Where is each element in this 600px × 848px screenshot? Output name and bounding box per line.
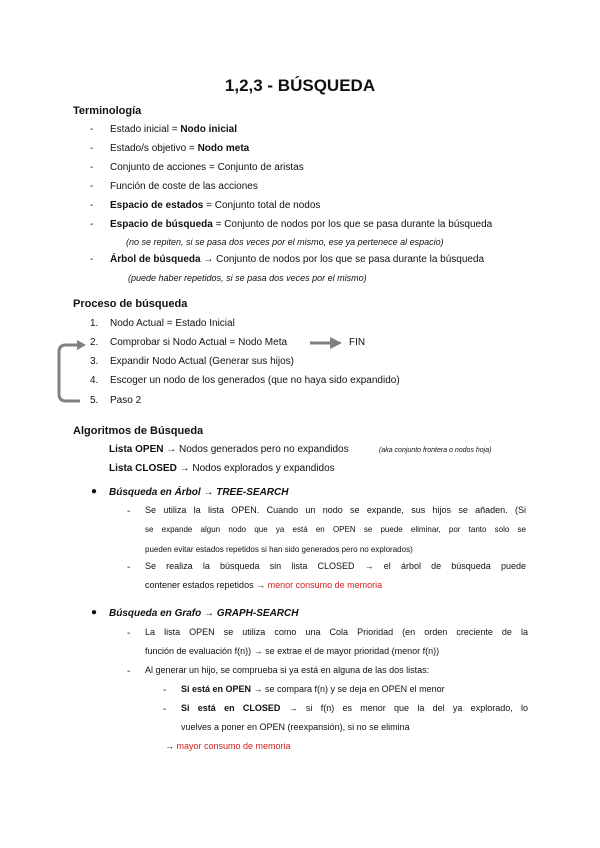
tree-bullet-2-line-1: Se realiza la búsqueda sin lista CLOSED → el árbol de búsqueda puede (145, 561, 526, 571)
graph-sub-2-line-1: Si está en CLOSED → si f(n) es menor que la del ya explorado, lo (181, 703, 528, 713)
bullet-icon: ● (91, 486, 98, 497)
list-dash: - (90, 124, 94, 135)
step-text: Comprobar si Nodo Actual = Nodo Meta (110, 337, 288, 348)
list-item: Espacio de búsqueda = Conjunto de nodos por los que se pasa durante la búsqueda (110, 219, 493, 230)
section-heading-algoritmos: Algoritmos de Búsqueda (73, 425, 204, 437)
section-heading-terminologia: Terminología (73, 105, 142, 117)
loop-arrow-icon (59, 345, 80, 401)
loop-arrowhead-icon (77, 340, 86, 350)
list-dash: - (90, 162, 94, 173)
list-dash: - (90, 181, 94, 192)
list-dash: - (90, 254, 94, 265)
step-text: Expandir Nodo Actual (Generar sus hijos) (110, 356, 294, 367)
step-number: 5. (90, 395, 99, 406)
step-number: 1. (90, 318, 99, 329)
list-item: Estado/s objetivo = Nodo meta (110, 143, 250, 154)
tree-bullet-2-line-2: contener estados repetidos → menor consumo de memoria (145, 580, 383, 590)
graph-sub-2-line-2: vuelves a poner en OPEN (reexpansión), si no se elimina (181, 722, 410, 732)
step-number: 2. (90, 337, 99, 348)
step-text: Nodo Actual = Estado Inicial (110, 318, 235, 329)
fin-label: FIN (349, 337, 366, 348)
list-dash: - (163, 704, 167, 715)
list-dash: - (127, 562, 131, 573)
list-item: Espacio de estados = Conjunto total de nodos (110, 200, 321, 211)
list-dash: - (90, 143, 94, 154)
page-title: 1,2,3 - BÚSQUEDA (224, 76, 376, 95)
step-number: 3. (90, 356, 99, 367)
list-dash: - (127, 666, 131, 677)
list-dash: - (127, 628, 131, 639)
section-heading-proceso: Proceso de búsqueda (73, 298, 188, 310)
graph-bullet-1-line-2: función de evaluación f(n)) → se extrae el de mayor prioridad (menor f(n)) (145, 646, 440, 656)
list-dash: - (127, 506, 131, 517)
tree-bullet-1-line-1: Se utiliza la lista OPEN. Cuando un nodo se expande, sus hijos se añaden. (Si (145, 505, 526, 515)
list-item: Conjunto de acciones = Conjunto de aristas (110, 162, 304, 173)
graph-search-title: Búsqueda en Grafo → GRAPH-SEARCH (109, 608, 299, 619)
tree-bullet-1-line-2: se expande algun nodo que ya está en OPEN se puede eliminar, por tanto solo se (145, 525, 526, 534)
list-item: Árbol de búsqueda → Conjunto de nodos por los que se pasa durante la búsqueda (110, 254, 485, 265)
lista-closed: Lista CLOSED → Nodos explorados y expandidos (109, 463, 335, 474)
graph-bullet-2-line-1: Al generar un hijo, se comprueba si ya está en alguna de las dos listas: (145, 665, 430, 675)
fin-arrowhead-icon (330, 337, 342, 349)
note-espacio: (no se repiten, si se pasa dos veces por el mismo, ese ya pertenece al espacio) (126, 237, 444, 247)
list-item: Estado inicial = Nodo inicial (110, 124, 237, 135)
step-text: Escoger un nodo de los generados (que no haya sido expandido) (110, 375, 400, 386)
step-number: 4. (90, 375, 99, 386)
list-dash: - (90, 200, 94, 211)
lista-open: Lista OPEN → Nodos generados pero no expandidos (109, 444, 349, 455)
tree-bullet-1-line-3: pueden evitar estados repetidos si han sido generados pero no explorados) (145, 545, 413, 554)
note-arbol: (puede haber repetidos, si se pasa dos veces por el mismo) (128, 273, 367, 283)
bullet-icon: ● (91, 607, 98, 618)
graph-bullet-1-line-1: La lista OPEN se utiliza como una Cola Prioridad (en orden creciente de la (145, 627, 528, 637)
graph-final-note: → mayor consumo de memoria (165, 741, 291, 751)
graph-sub-1: Si está en OPEN → se compara f(n) y se deja en OPEN el menor (181, 684, 445, 694)
list-dash: - (163, 685, 167, 696)
lista-open-note: (aka conjunto frontera o nodos hoja) (379, 447, 492, 454)
list-dash: - (90, 219, 94, 230)
list-item: Función de coste de las acciones (110, 181, 258, 192)
step-text: Paso 2 (110, 395, 142, 406)
tree-search-title: Búsqueda en Árbol → TREE-SEARCH (109, 487, 289, 498)
